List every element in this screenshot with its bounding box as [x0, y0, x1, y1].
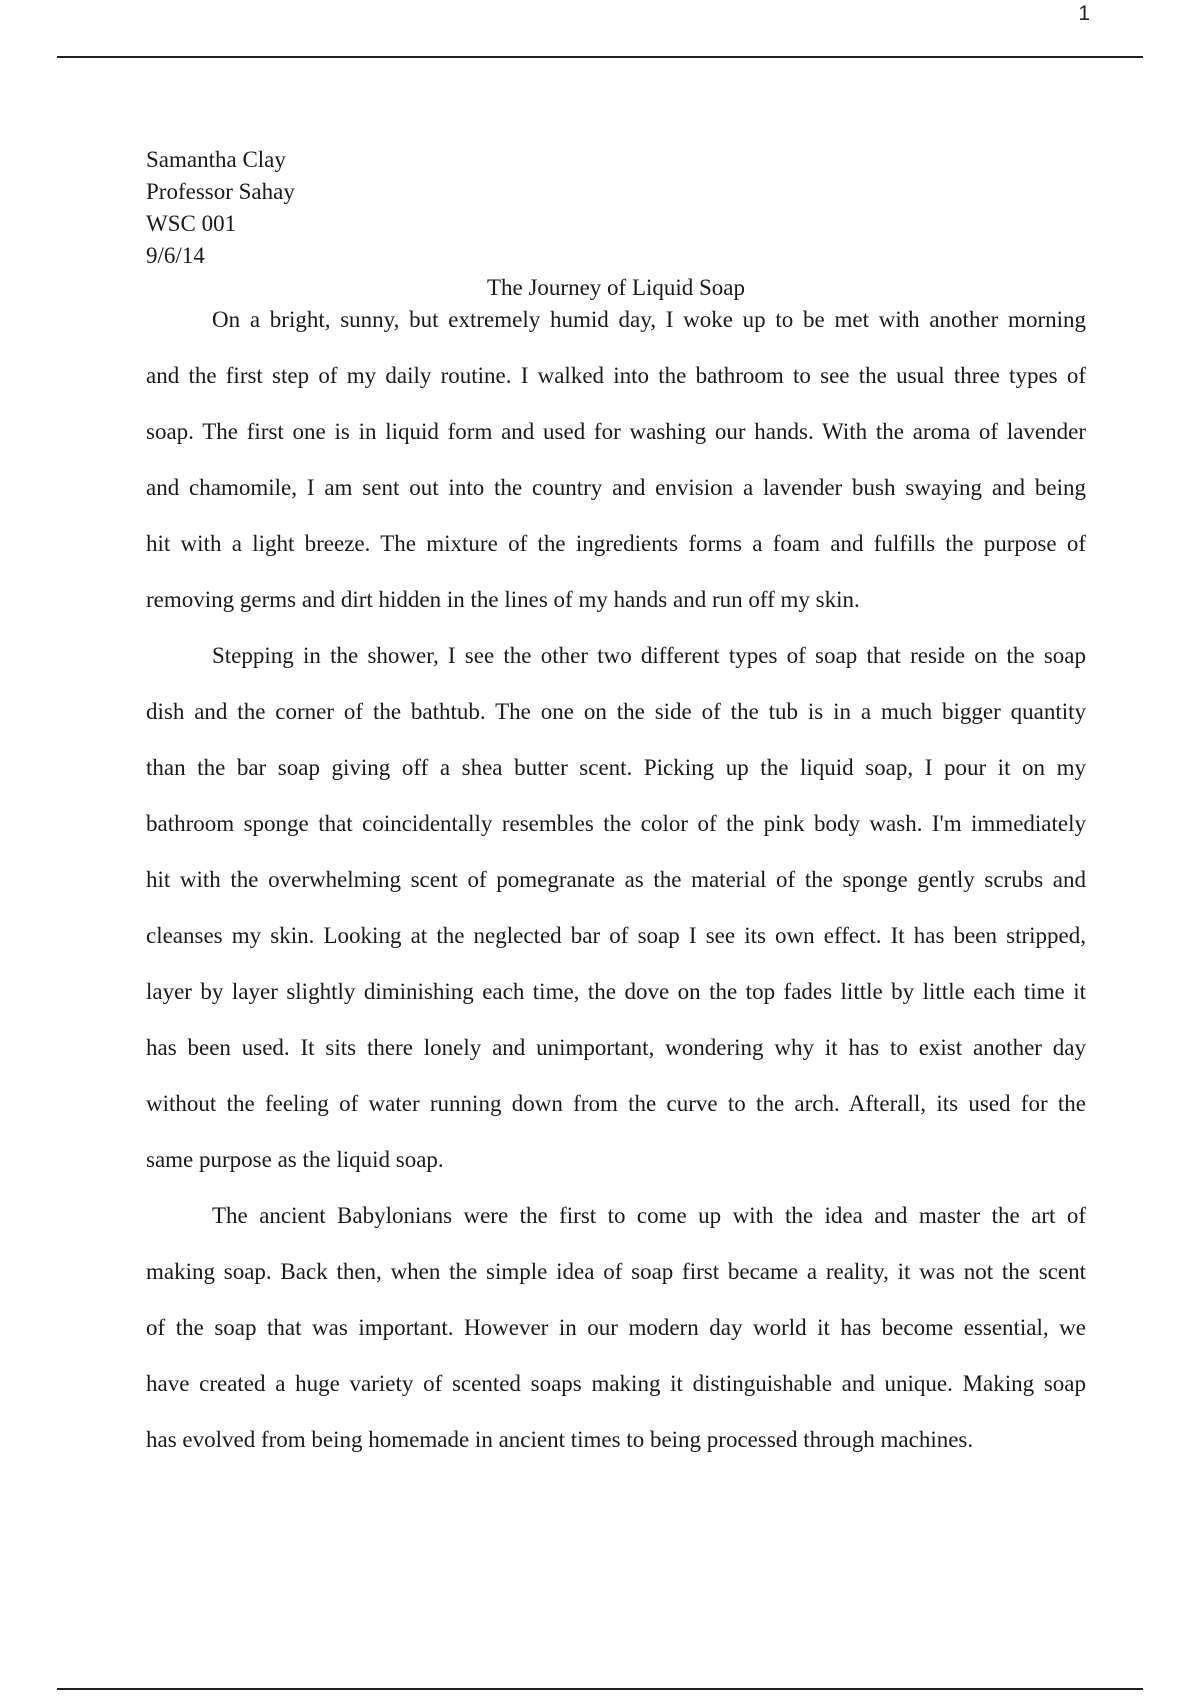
- date: 9/6/14: [146, 243, 205, 268]
- text-line: dish and the corner of the bathtub. The one on the side of the tub is in a much bigger quantity: [146, 699, 1086, 724]
- heading-block: [146, 144, 1086, 272]
- text-line: bathroom sponge that coincidentally resembles the color of the pink body wash. I'm immediately: [146, 811, 1086, 836]
- text-line: Stepping in the shower, I see the other two different types of soap that reside on the soap: [212, 643, 1086, 668]
- paragraph: [146, 640, 1086, 1200]
- text-line: has evolved from being homemade in ancient times to being processed through machines.: [146, 1427, 974, 1452]
- page-number: 1: [1078, 2, 1090, 25]
- text-line: soap. The first one is in liquid form and used for washing our hands. With the aroma of lavender: [146, 419, 1086, 444]
- text-line: cleanses my skin. Looking at the neglected bar of soap I see its own effect. It has been stripped,: [146, 923, 1086, 948]
- author-name: Samantha Clay: [146, 147, 286, 172]
- text-line: hit with a light breeze. The mixture of the ingredients forms a foam and fulfills the purpose of: [146, 531, 1086, 556]
- footer-rule: [57, 1688, 1143, 1690]
- text-line: has been used. It sits there lonely and unimportant, wondering why it has to exist another day: [146, 1035, 1086, 1060]
- instructor-name: Professor Sahay: [146, 179, 295, 204]
- text-line: On a bright, sunny, but extremely humid day, I woke up to be met with another morning: [212, 307, 1086, 332]
- text-line: making soap. Back then, when the simple idea of soap first became a reality, it was not the scent: [146, 1259, 1086, 1284]
- text-line: removing germs and dirt hidden in the lines of my hands and run off my skin.: [146, 587, 860, 612]
- header-rule: [57, 56, 1143, 58]
- text-line: than the bar soap giving off a shea butter scent. Picking up the liquid soap, I pour it on my: [146, 755, 1086, 780]
- text-line: hit with the overwhelming scent of pomegranate as the material of the sponge gently scrubs and: [146, 867, 1086, 892]
- text-line: of the soap that was important. However in our modern day world it has become essential, we: [146, 1315, 1086, 1340]
- document-title: The Journey of Liquid Soap: [486, 275, 746, 300]
- paragraph: [146, 304, 1086, 640]
- text-line: same purpose as the liquid soap.: [146, 1147, 444, 1172]
- text-line: and the first step of my daily routine. I walked into the bathroom to see the usual three types of: [146, 363, 1086, 388]
- document-body: [146, 144, 1086, 1480]
- text-line: The ancient Babylonians were the first to come up with the idea and master the art of: [212, 1203, 1086, 1228]
- paragraph: [146, 1200, 1086, 1480]
- text-line: layer by layer slightly diminishing each time, the dove on the top fades little by little each time it: [146, 979, 1086, 1004]
- text-line: and chamomile, I am sent out into the country and envision a lavender bush swaying and being: [146, 475, 1086, 500]
- course-code: WSC 001: [146, 211, 237, 236]
- text-line: without the feeling of water running down from the curve to the arch. Afterall, its used for the: [146, 1091, 1086, 1116]
- text-line: have created a huge variety of scented soaps making it distinguishable and unique. Making soap: [146, 1371, 1086, 1396]
